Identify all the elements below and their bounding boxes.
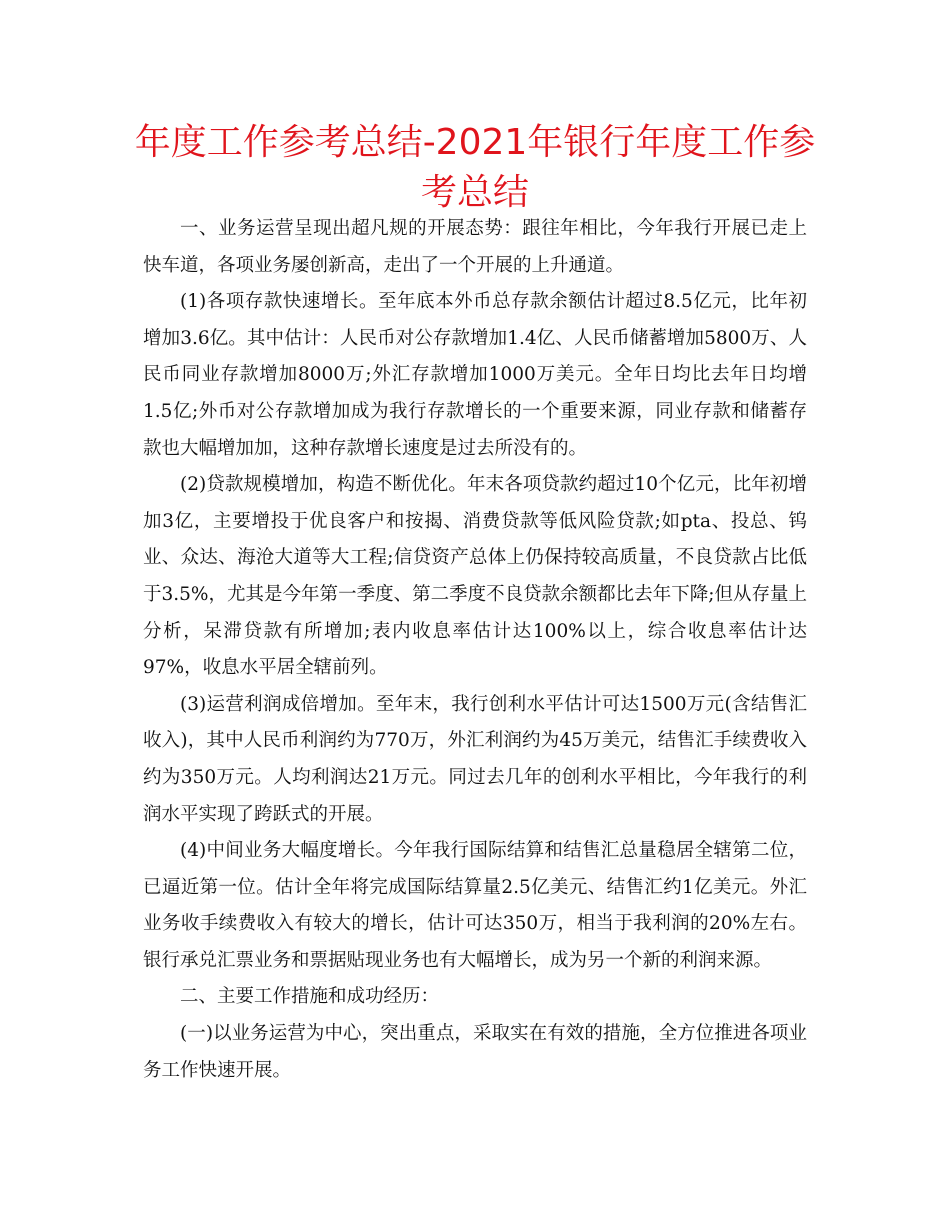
paragraph: (4)中间业务大幅度增长。今年我行国际结算和结售汇总量稳居全辖第二位，已逼近第一位。估计全年将完成国际结算量2.5亿美元、结售汇约1亿美元。外汇业务收手续费收入有较大的增长，估计可达350万，相当于我利润的20%左右。银行承兑汇票业务和票据贴现业务也有大幅增长，成为另一个新的利润来源。 <box>143 840 807 971</box>
paragraph: (3)运营利润成倍增加。至年末，我行创利水平估计可达1500万元(含结售汇收入)，其中人民币利润约为770万，外汇利润约为45万美元，结售汇手续费收入约为350万元。人均利润达21万元。同过去几年的创利水平相比，今年我行的利润水平实现了跨跃式的开展。 <box>143 693 807 825</box>
document-body <box>143 211 807 1089</box>
paragraph: (一)以业务运营为中心，突出重点，采取实在有效的措施，全方位推进各项业务工作快速开展。 <box>143 1023 807 1081</box>
paragraph: 二、主要工作措施和成功经历： <box>180 986 440 1008</box>
paragraph: 一、业务运营呈现出超凡规的开展态势：跟往年相比，今年我行开展已走上快车道，各项业务屡创新高，走出了一个开展的上升通道。 <box>143 218 807 276</box>
paragraph: (1)各项存款快速增长。至年底本外币总存款余额估计超过8.5亿元，比年初增加3.6亿。其中估计：人民币对公存款增加1.4亿、人民币储蓄增加5800万、人民币同业存款增加8000万;外汇存款增加1000万美元。全年日均比去年日均增1.5亿;外币对公存款增加成为我行存款增长的一个重要来源，同业存款和储蓄存款也大幅增加加，这种存款增长速度是过去所没有的。 <box>143 291 807 459</box>
paragraph: (2)贷款规模增加，构造不断优化。年末各项贷款约超过10个亿元，比年初增加3亿，主要增投于优良客户和按揭、消费贷款等低风险贷款;如pta、投总、钨业、众达、海沧大道等大工程;信贷资产总体上仍保持较高质量，不良贷款占比低于3.5%，尤其是今年第一季度、第二季度不良贷款余额都比去年下降;但从存量上分析，呆滞贷款有所增加;表内收息率估计达100%以上，综合收息率估计达97%，收息水平居全辖前列。 <box>143 474 807 679</box>
document-title: 年度工作参考总结-2021年银行年度工作参考总结 <box>134 122 816 213</box>
